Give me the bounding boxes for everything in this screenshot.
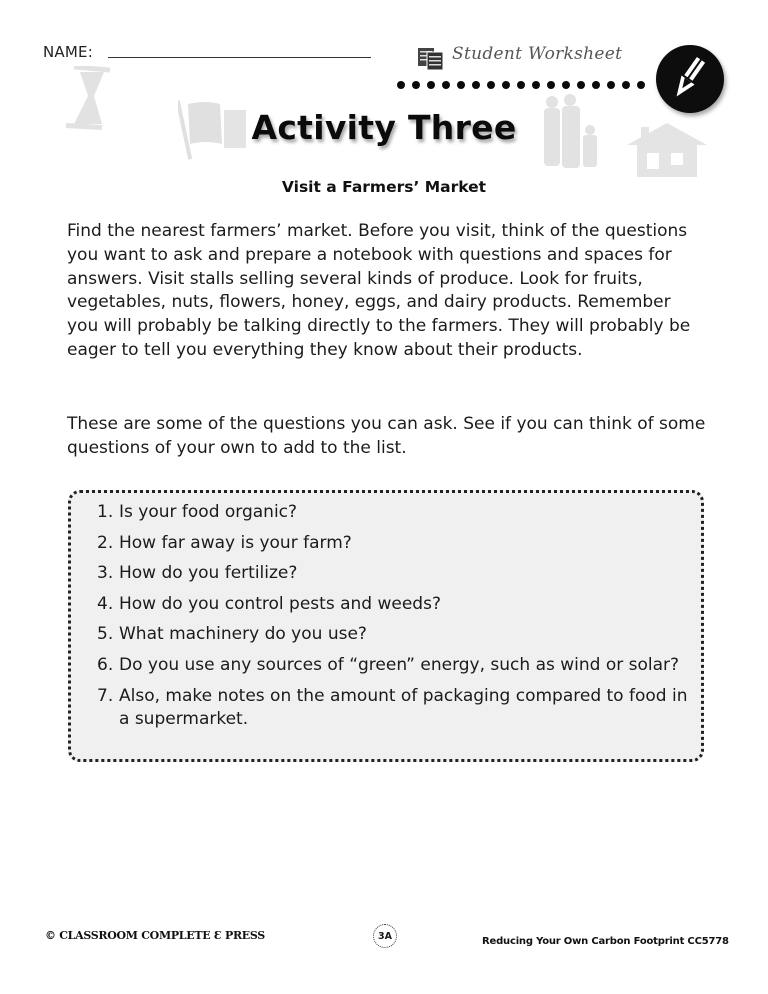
- name-label: NAME:: [43, 43, 93, 61]
- question-number: 4.: [97, 593, 114, 614]
- question-number: 2.: [97, 532, 114, 553]
- question-number: 7.: [97, 685, 114, 706]
- question-item: [97, 685, 697, 732]
- question-item: [97, 532, 697, 556]
- book-title: Reducing Your Own Carbon Footprint CC5778: [482, 936, 729, 947]
- questions-box: [68, 490, 704, 762]
- question-number: 3.: [97, 563, 114, 584]
- name-line[interactable]: [108, 57, 371, 58]
- activity-subtitle: Visit a Farmers’ Market: [281, 178, 487, 196]
- question-text: How far away is your farm?: [119, 532, 352, 553]
- dotted-divider: [396, 80, 652, 90]
- question-number: 1.: [97, 502, 114, 522]
- questions-intro-paragraph: These are some of the questions you can ask. See if you can think of some questions of your own to add to the list.: [67, 414, 706, 458]
- question-item: [97, 562, 697, 586]
- question-text: Also, make notes on the amount of packaging compared to food in a supermarket.: [119, 685, 688, 730]
- question-text: Do you use any sources of “green” energy, such as wind or solar?: [119, 654, 680, 675]
- worksheet-icon: [418, 48, 444, 70]
- question-text: How do you fertilize?: [119, 563, 298, 584]
- page-title: Activity Three: [251, 108, 517, 147]
- pencil-icon: [656, 45, 724, 113]
- question-text: Is your food organic?: [119, 502, 298, 522]
- question-item: [97, 593, 697, 617]
- question-text: How do you control pests and weeds?: [119, 593, 441, 614]
- page-number-badge: 3A: [373, 924, 397, 948]
- question-text: What machinery do you use?: [119, 624, 367, 645]
- question-number: 6.: [97, 654, 114, 675]
- instructions-paragraph: Find the nearest farmers’ market. Before you visit, think of the questions you want to ask and prepare a notebook with questions and spaces for answers. Visit stalls selling several kinds of produce. Look for fruits, vegetables, nuts, flowers, honey, eggs, and dairy products. Remember you will probably be talking directly to the farmers. They will probably be eager to tell you everything they know about their products.: [67, 221, 691, 360]
- question-number: 5.: [97, 624, 114, 645]
- pencil-badge: [656, 45, 724, 113]
- question-item: [97, 501, 697, 525]
- question-item: [97, 623, 697, 647]
- publisher-logo: © CLASSROOM COMPLETE Ɛ PRESS: [45, 929, 265, 942]
- question-item: [97, 654, 697, 678]
- questions-list: [97, 501, 697, 739]
- worksheet-label: Student Worksheet: [452, 44, 623, 64]
